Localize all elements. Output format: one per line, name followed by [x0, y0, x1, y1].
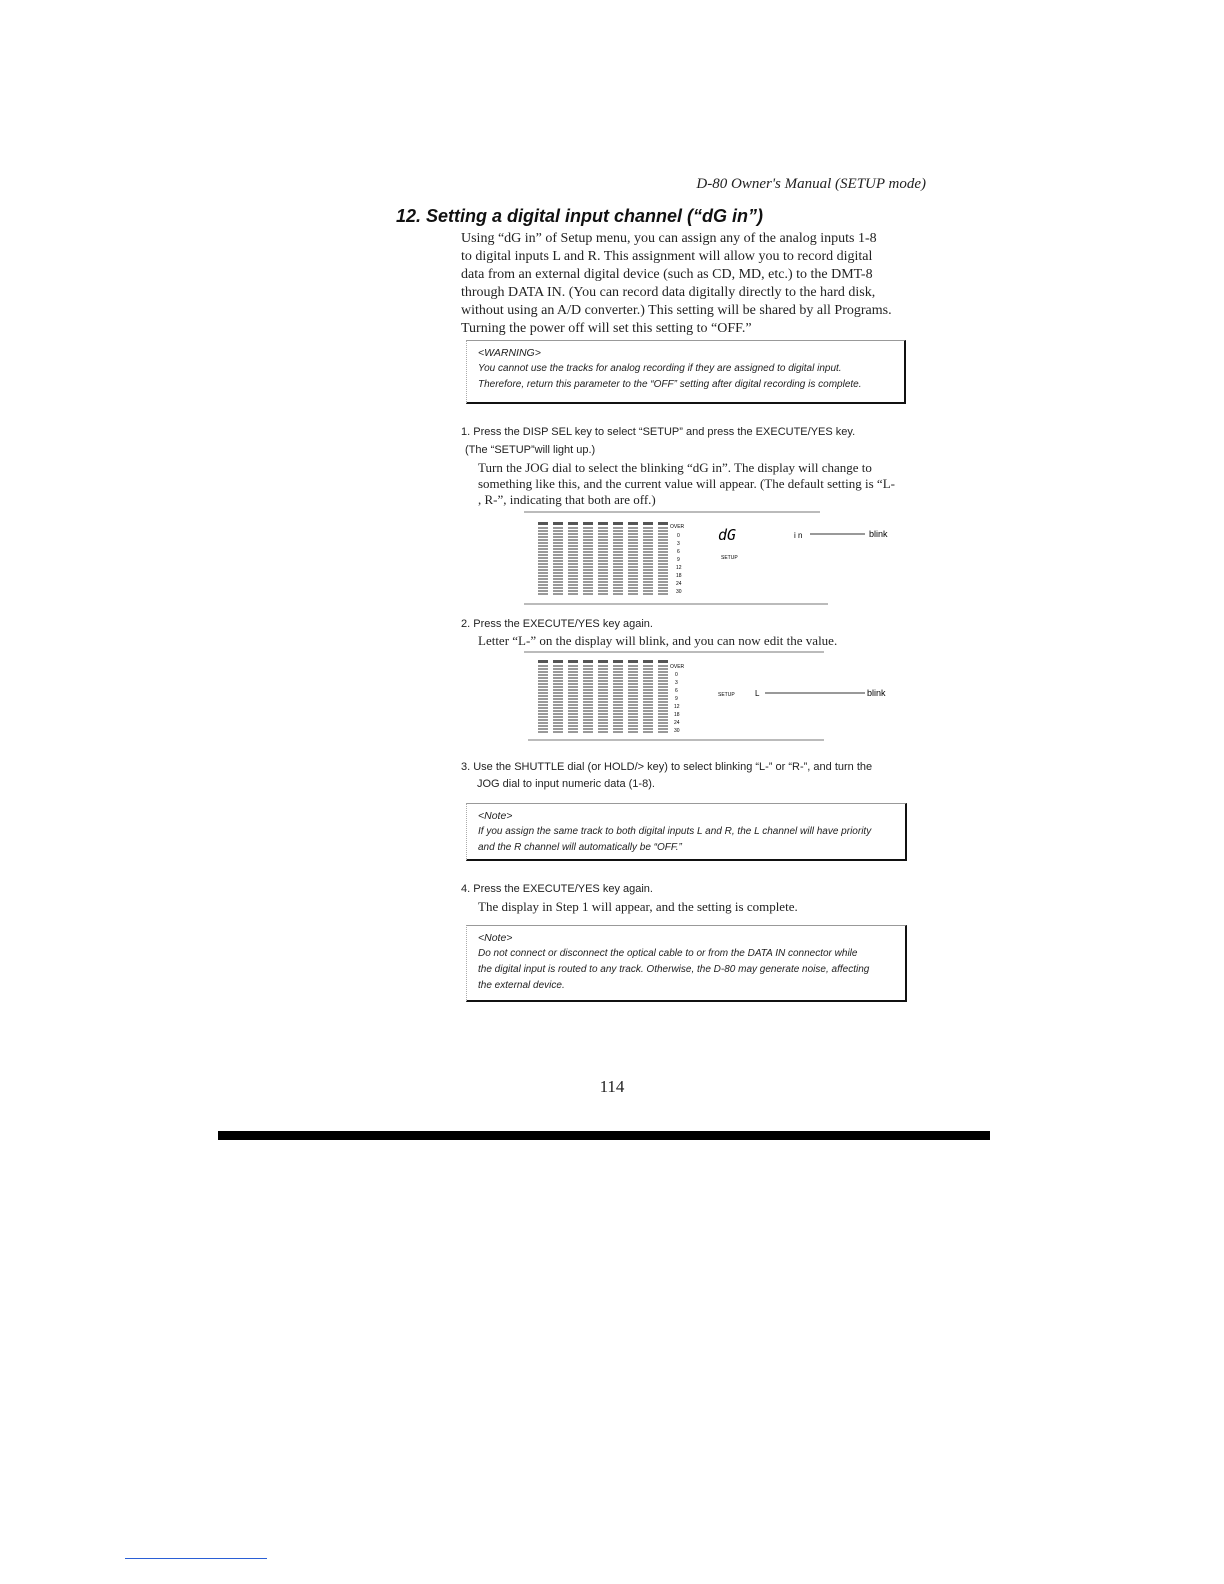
note-title: <Note>: [478, 932, 513, 944]
over-label: OVER: [670, 524, 685, 530]
meter-cap: [598, 660, 608, 663]
meter-column: [553, 660, 563, 732]
step-1-subnote: (The “SETUP”will light up.): [465, 444, 596, 456]
meter-cap: [658, 522, 668, 525]
step-1-line: , R-”, indicating that both are off.): [478, 492, 656, 507]
scale-tick: 12: [674, 704, 680, 710]
scale-tick: 6: [675, 688, 678, 694]
warning-line: You cannot use the tracks for analog recording if they are assigned to digital input.: [478, 363, 842, 374]
meter-column: [553, 522, 563, 594]
meter-column: [643, 660, 653, 732]
scale-tick: 3: [677, 541, 680, 547]
meter-column: [658, 522, 668, 594]
meter-column: [538, 660, 548, 732]
step-4-line: The display in Step 1 will appear, and the setting is complete.: [478, 899, 798, 914]
intro-line: without using an A/D converter.) This setting will be shared by all Programs.: [461, 303, 892, 318]
note-line: Do not connect or disconnect the optical cable to or from the DATA IN connector while: [478, 948, 858, 959]
note-line: If you assign the same track to both digital inputs L and R, the L channel will have priority: [478, 826, 872, 837]
meter-cap: [553, 660, 563, 663]
lcd-display-2: [520, 650, 900, 746]
meter-cap: [658, 660, 668, 663]
step-3-line: 3. Use the SHUTTLE dial (or HOLD/> key) to select blinking “L-” or “R-”, and turn the: [461, 761, 873, 773]
note-line: the external device.: [478, 980, 565, 991]
meter-column: [613, 522, 623, 594]
meter-column: [628, 660, 638, 732]
intro-line: to digital inputs L and R. This assignment will allow you to record digital: [461, 249, 873, 264]
note-line: the digital input is routed to any track. Otherwise, the D-80 may generate noise, affecting: [478, 964, 870, 975]
segment-readout: dG: [718, 526, 737, 544]
meter-column: [628, 522, 638, 594]
scale-tick: 18: [674, 712, 680, 718]
meter-column: [658, 660, 668, 732]
meter-cap: [568, 660, 578, 663]
intro-line: Using “dG in” of Setup menu, you can assign any of the analog inputs 1-8: [461, 231, 877, 246]
step-4-heading: 4. Press the EXECUTE/YES key again.: [461, 883, 653, 895]
blink-callout: blink: [869, 529, 888, 539]
meter-cap: [568, 522, 578, 525]
scale-tick: 9: [677, 557, 680, 563]
scale-tick: 30: [676, 589, 682, 595]
meter-cap: [613, 522, 623, 525]
scale-tick: 0: [677, 533, 680, 539]
step-2-heading: 2. Press the EXECUTE/YES key again.: [461, 618, 653, 630]
intro-line: through DATA IN. (You can record data digitally directly to the hard disk,: [461, 285, 876, 300]
intro-line: Turning the power off will set this setting to “OFF.”: [461, 321, 752, 336]
setup-indicator: SETUP: [718, 692, 735, 698]
meter-column: [538, 522, 548, 594]
meter-cap: [553, 522, 563, 525]
note-box-1: [466, 803, 907, 861]
meter-column: [583, 660, 593, 732]
step-1-heading: 1. Press the DISP SEL key to select “SETUP” and press the EXECUTE/YES key.: [461, 426, 856, 438]
scale-tick: 18: [676, 573, 682, 579]
scale-tick: 12: [676, 565, 682, 571]
warning-title: <WARNING>: [478, 347, 541, 359]
segment-small-readout: i n: [794, 531, 803, 540]
setup-indicator: SETUP: [721, 555, 738, 561]
meter-cap: [628, 522, 638, 525]
scale-tick: 9: [675, 696, 678, 702]
meter-cap: [643, 660, 653, 663]
note-line: and the R channel will automatically be “OFF.”: [478, 842, 682, 853]
step-1-line: Turn the JOG dial to select the blinking “dG in”. The display will change to: [478, 460, 872, 475]
meter-column: [568, 522, 578, 594]
lcd-display-1: [520, 508, 900, 608]
over-label: OVER: [670, 664, 685, 670]
meter-column: [613, 660, 623, 732]
corner-rule: [125, 1558, 267, 1559]
meter-column: [568, 660, 578, 732]
warning-box: [466, 340, 906, 404]
page-number: 114: [599, 1077, 625, 1096]
note-box-2: [466, 925, 907, 1002]
step-1-line: something like this, and the current value will appear. (The default setting is “L-: [478, 476, 895, 491]
step-3-line: JOG dial to input numeric data (1-8).: [477, 778, 655, 790]
scale-tick: 6: [677, 549, 680, 555]
scale-tick: 0: [675, 672, 678, 678]
meter-column: [598, 522, 608, 594]
bottom-bar: [218, 1131, 990, 1140]
segment-small-readout: L: [755, 689, 760, 698]
meter-scale: [676, 533, 682, 595]
step-2-line: Letter “L-” on the display will blink, and you can now edit the value.: [478, 633, 838, 648]
meter-cap: [583, 660, 593, 663]
meter-scale: [674, 672, 680, 734]
meter-column: [643, 522, 653, 594]
meter-cap: [628, 660, 638, 663]
section-title: 12. Setting a digital input channel (“dG in”): [396, 206, 764, 226]
intro-paragraph: [461, 230, 927, 338]
running-head: D-80 Owner's Manual (SETUP mode): [696, 176, 926, 192]
meter-cap: [538, 522, 548, 525]
blink-callout: blink: [867, 688, 886, 698]
meter-cap: [643, 522, 653, 525]
step-3-heading: [461, 759, 872, 793]
scale-tick: 24: [674, 720, 680, 726]
level-meters: [538, 522, 668, 594]
meter-column: [583, 522, 593, 594]
meter-cap: [583, 522, 593, 525]
meter-cap: [598, 522, 608, 525]
scale-tick: 30: [674, 728, 680, 734]
scale-tick: 3: [675, 680, 678, 686]
step-2-body: [478, 633, 930, 649]
scale-tick: 24: [676, 581, 682, 587]
meter-column: [598, 660, 608, 732]
level-meters: [538, 660, 668, 732]
warning-line: Therefore, return this parameter to the “OFF” setting after digital recording is complete.: [478, 379, 862, 390]
intro-line: data from an external digital device (such as CD, MD, etc.) to the DMT-8: [461, 267, 873, 282]
step-1-body: [478, 460, 930, 508]
meter-cap: [613, 660, 623, 663]
step-4-body: [478, 899, 930, 915]
meter-cap: [538, 660, 548, 663]
note-title: <Note>: [478, 810, 513, 822]
